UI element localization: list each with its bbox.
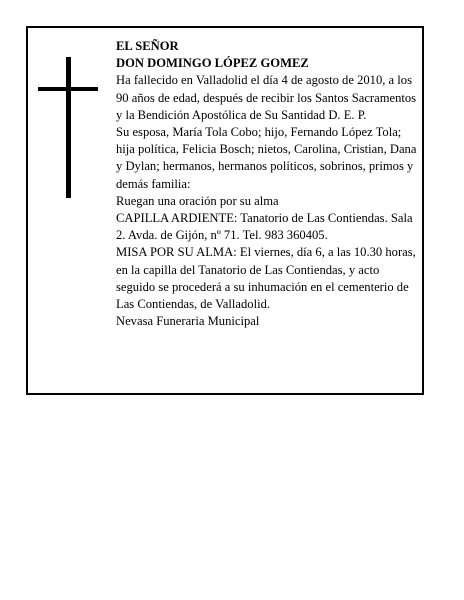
cross-vertical-bar — [66, 57, 71, 198]
cross-horizontal-bar — [38, 87, 98, 91]
notice-title-line-1: EL SEÑOR — [116, 39, 179, 53]
family-list: Su esposa, María Tola Cobo; hijo, Fernando López Tola; hija política, Felicia Bosch; nietos, Carolina, Cristian, Dana y Dylan; hermanos, hermanos políticos, sobrinos, primos y demás familia: — [116, 125, 417, 191]
funeral-home: Nevasa Funeraria Municipal — [116, 314, 260, 329]
obituary-notice — [26, 26, 424, 395]
notice-text — [116, 38, 421, 330]
chapel-info: CAPILLA ARDIENTE: Tanatorio de Las Contiendas. Sala 2. Avda. de Gijón, nº 71. Tel. 983 360405. — [116, 211, 413, 243]
deceased-name: DON DOMINGO LÓPEZ GOMEZ — [116, 56, 309, 71]
mass-info: MISA POR SU ALMA: El viernes, día 6, a las 10.30 horas, en la capilla del Tanatorio de Las Contiendas, y acto seguido se procederá a su inhumación en el cementerio de Las Contiendas, de Valladolid. — [116, 245, 416, 312]
death-announcement: Ha fallecido en Valladolid el día 4 de agosto de 2010, a los 90 años de edad, después de recibir los Santos Sacramentos y la Bendición Apostólica de Su Santidad D. E. P. — [116, 73, 417, 122]
prayer-request: Ruegan una oración por su alma — [116, 193, 279, 208]
cross-icon — [38, 57, 98, 198]
